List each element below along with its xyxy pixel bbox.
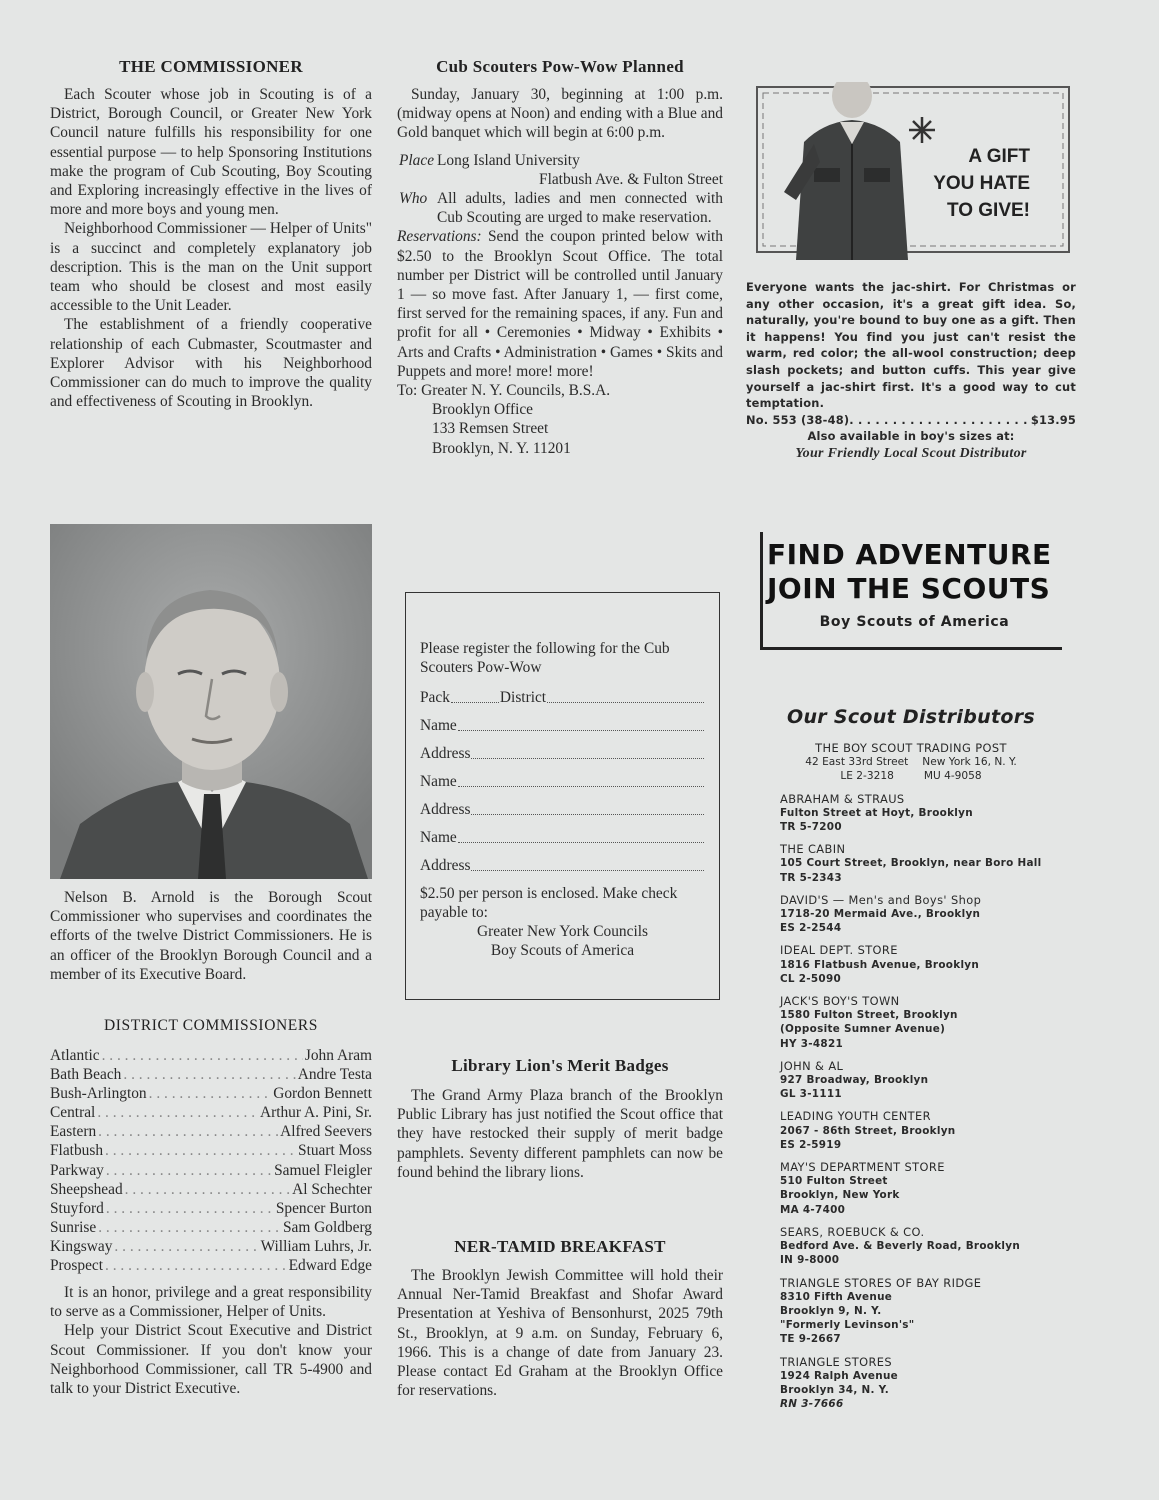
ner-tamid-article: [397, 1266, 723, 1400]
list-item: [50, 1218, 372, 1237]
distributors-list: [746, 741, 1076, 1419]
closing-paragraph: Help your District Scout Executive and District Scout Commissioner. If you don't know your Neighborhood Commissioner, call TR 5-4900 and talk to your District Executive.: [50, 1322, 372, 1398]
commissioner-name: Spencer Burton: [275, 1199, 372, 1217]
commissioner-name: Alfred Seevers: [280, 1123, 372, 1141]
ad-body: Everyone wants the jac-shirt. For Christmas or any other occasion, it's a great gift idea. So, naturally, you're bound to buy one as a gift. Then it happens! You find you just can't resist the warm, red color; the all-wool construction; deep slash pockets; and button cuffs. This year give yourself a jac-shirt first. It's a good way to cut temptation.: [746, 280, 1076, 411]
coupon-intro: Please register the following for the Cub Scouters Pow-Wow: [420, 640, 670, 676]
list-item: [746, 1355, 1076, 1412]
list-item: [50, 1180, 372, 1199]
list-item: [50, 1141, 372, 1160]
commissioner-name: Stuart Moss: [298, 1142, 372, 1160]
field-label: Name: [420, 717, 457, 734]
leader-dots: [123, 1065, 295, 1084]
place-value: [437, 151, 723, 189]
pack-label: Pack: [420, 689, 450, 706]
payee-line: Greater New York Councils: [477, 923, 648, 940]
address-field[interactable]: [420, 800, 705, 819]
powwow-article: [397, 85, 723, 458]
place-line: Long Island University: [437, 151, 580, 169]
leader-dots: [849, 412, 1031, 429]
store-name: MAY'S DEPARTMENT STORE: [780, 1160, 945, 1175]
to-label: To:: [397, 382, 418, 400]
who-row: [397, 189, 723, 227]
address-line: 133 Remsen Street: [432, 420, 549, 438]
store-line: Bedford Ave. & Beverly Road, Brooklyn: [780, 1240, 1021, 1253]
commissioner-article: [50, 85, 372, 411]
field-blank[interactable]: [471, 800, 704, 815]
district-name: Kingsway: [50, 1237, 113, 1255]
place-line: Flatbush Ave. & Fulton Street: [539, 170, 723, 188]
list-item: [746, 1225, 1076, 1268]
store-name: TRIANGLE STORES: [780, 1354, 893, 1369]
commissioner-name: Sam Goldberg: [282, 1218, 372, 1236]
ad-distributor: Your Friendly Local Scout Distributor: [795, 445, 1027, 461]
district-name: Central: [50, 1104, 96, 1122]
store-line: Brooklyn, New York: [780, 1189, 900, 1202]
list-item: [50, 1256, 372, 1275]
store-line: TE 9-2667: [780, 1333, 841, 1346]
store-line: 510 Fulton Street: [780, 1175, 888, 1188]
list-item: [746, 1059, 1076, 1102]
store-line: 1816 Flatbush Avenue, Brooklyn: [780, 958, 980, 971]
store-line: 2067 - 86th Street, Brooklyn: [780, 1124, 956, 1137]
name-field[interactable]: [420, 716, 705, 735]
commissioner-name: Edward Edge: [288, 1257, 372, 1275]
store-name: JOHN & AL: [780, 1058, 844, 1073]
district-blank[interactable]: [547, 688, 704, 703]
commissioner-name: Arthur A. Pini, Sr.: [259, 1104, 372, 1122]
headline-line: A GIFT: [968, 146, 1030, 167]
leader-dots: [102, 1046, 303, 1065]
commissioner-name: Al Schechter: [292, 1180, 372, 1198]
district-name: Stuyford: [50, 1199, 104, 1217]
list-item: [746, 943, 1076, 986]
name-field[interactable]: [420, 772, 705, 791]
commissioner-name: William Luhrs, Jr.: [260, 1237, 372, 1255]
jac-shirt-ad-copy: [746, 279, 1076, 463]
registration-coupon: [405, 592, 720, 1000]
pack-blank[interactable]: [451, 688, 499, 703]
district-name: Eastern: [50, 1123, 97, 1141]
item-number: No. 553 (38-48): [746, 412, 850, 427]
address-line: Brooklyn Office: [432, 401, 534, 419]
address-part: New York 16, N. Y.: [922, 756, 1017, 769]
payee-line: Boy Scouts of America: [490, 942, 635, 959]
ad-also-available: Also available in boy's sizes at:: [807, 429, 1015, 444]
leader-dots: [114, 1237, 258, 1256]
ad-price-row: [746, 412, 1076, 429]
jac-shirt-ad-graphic: [754, 82, 1072, 260]
powwow-intro: Sunday, January 30, beginning at 1:00 p.m. (midway opens at Noon) and ending with a Blue and Gold banquet which will begin at 6:00 p.m.: [397, 86, 723, 142]
commissioner-name: Samuel Fleigler: [274, 1161, 372, 1179]
store-line: Fulton Street at Hoyt, Brooklyn: [780, 806, 973, 819]
store-name: JACK'S BOY'S TOWN: [780, 994, 900, 1009]
field-blank[interactable]: [458, 716, 704, 731]
powwow-heading: Cub Scouters Pow-Wow Planned: [436, 57, 684, 76]
address-line: Brooklyn, N. Y. 11201: [432, 439, 571, 457]
item-price: $13.95: [1030, 412, 1076, 427]
store-line: Brooklyn 34, N. Y.: [780, 1383, 890, 1396]
pack-district-field[interactable]: [420, 688, 705, 707]
store-line: TR 5-2343: [780, 871, 842, 884]
store-line: HY 3-4821: [780, 1037, 843, 1050]
list-item: [50, 1103, 372, 1122]
payment-note: $2.50 per person is enclosed. Make check payable to:: [420, 885, 678, 921]
district-name: Bath Beach: [50, 1066, 122, 1084]
district-name: Sheepshead: [50, 1180, 123, 1198]
field-blank[interactable]: [458, 772, 704, 787]
banner-line: JOIN THE SCOUTS: [767, 572, 1051, 605]
field-label: Address: [420, 857, 471, 874]
leader-dots: [106, 1161, 272, 1180]
list-item: [50, 1084, 372, 1103]
district-name: Sunrise: [50, 1218, 97, 1236]
store-line: 105 Court Street, Brooklyn, near Boro Hall: [780, 857, 1042, 870]
store-name: TRIANGLE STORES OF BAY RIDGE: [780, 1275, 982, 1290]
commissioner-name: Andre Testa: [297, 1066, 372, 1084]
portrait-illustration: [50, 524, 372, 879]
trading-post-name: THE BOY SCOUT TRADING POST: [815, 741, 1007, 755]
field-blank[interactable]: [458, 828, 704, 843]
list-item: [746, 1160, 1076, 1217]
address-field[interactable]: [420, 744, 705, 763]
district-name: Atlantic: [50, 1047, 100, 1064]
store-line: GL 3-1111: [780, 1088, 842, 1101]
list-item: [746, 893, 1076, 936]
district-name: Bush-Arlington: [50, 1085, 147, 1103]
list-item: [50, 1237, 372, 1256]
address-part: 42 East 33rd Street: [805, 756, 909, 769]
reservations-text: Send the coupon printed below with $2.50 to the Brooklyn Scout Office. The total number per District will be controlled until January 1 — so move fast. After January 1, — first come, first served for the remaining spaces, if any. Fun and profit for all • Ceremonies • Midway • Exhibits • Arts and Crafts • Administration • Games • Skits and Puppets and more! more! more!: [397, 228, 723, 380]
list-item: [746, 792, 1076, 835]
store-name: ABRAHAM & STRAUS: [780, 791, 905, 806]
store-line: TR 5-7200: [780, 821, 842, 834]
place-label: Place: [399, 151, 435, 169]
store-line: ES 2-2544: [780, 922, 842, 935]
store-line: 1924 Ralph Avenue: [780, 1369, 898, 1382]
store-name: THE CABIN: [780, 842, 846, 857]
ner-tamid-heading: NER-TAMID BREAKFAST: [454, 1237, 666, 1256]
who-value: All adults, ladies and men connected with Cub Scouting are urged to make reservation.: [437, 190, 723, 227]
trading-post-address: [746, 755, 1076, 769]
portrait-caption: [50, 888, 372, 984]
trading-post: [746, 741, 1076, 784]
reservations-paragraph: [397, 227, 723, 381]
headline-line: YOU HATE: [933, 173, 1030, 194]
library-heading: Library Lion's Merit Badges: [451, 1056, 669, 1075]
library-paragraph: The Grand Army Plaza branch of the Brooklyn Public Library has just notified the Scout office that they have restocked their supply of merit badge pamphlets. Seventy different pamphlets can now be found behind the library lions.: [397, 1087, 723, 1181]
store-line: (Opposite Sumner Avenue): [780, 1023, 946, 1036]
list-item: [50, 1161, 372, 1180]
commissioner-heading: THE COMMISSIONER: [119, 57, 303, 76]
store-line: RN 3-7666: [780, 1398, 844, 1411]
field-label: Address: [420, 801, 471, 818]
reservations-label: Reservations:: [397, 228, 482, 246]
leader-dots: [125, 1180, 290, 1199]
store-line: Brooklyn 9, N. Y.: [780, 1304, 882, 1317]
list-item: [746, 842, 1076, 885]
store-name: LEADING YOUTH CENTER: [780, 1109, 931, 1124]
commissioner-name: Gordon Bennett: [273, 1085, 372, 1103]
district-commissioners-heading: DISTRICT COMMISSIONERS: [103, 1017, 319, 1034]
field-blank[interactable]: [471, 744, 704, 759]
store-line: MA 4-7400: [780, 1203, 846, 1216]
list-item: [746, 1109, 1076, 1152]
store-line: 927 Broadway, Brooklyn: [780, 1074, 929, 1087]
phone: MU 4-9058: [923, 770, 982, 783]
district-name: Flatbush: [50, 1142, 104, 1160]
caption-text: Nelson B. Arnold is the Borough Scout Commissioner who supervises and coordinates the efforts of the twelve District Commissioners. He is an officer of the Brooklyn Borough Council and a member of its Executive Board.: [50, 889, 372, 983]
store-line: 1580 Fulton Street, Brooklyn: [780, 1009, 958, 1022]
trading-post-phones: [746, 769, 1076, 783]
list-item: [50, 1046, 372, 1065]
store-line: 8310 Fifth Avenue: [780, 1290, 893, 1303]
address-line-text: Greater N. Y. Councils, B.S.A.: [421, 382, 611, 400]
store-name: IDEAL DEPT. STORE: [780, 943, 898, 958]
store-line: IN 9-8000: [780, 1254, 840, 1267]
field-label: Name: [420, 829, 457, 846]
field-label: Address: [420, 745, 471, 762]
who-label: Who: [399, 190, 428, 208]
distributors-heading: Our Scout Distributors: [787, 706, 1035, 728]
list-item: [50, 1122, 372, 1141]
list-item: [746, 994, 1076, 1051]
list-item: [746, 1276, 1076, 1347]
leader-dots: [98, 1122, 278, 1141]
leader-dots: [149, 1084, 272, 1103]
list-item: [50, 1199, 372, 1218]
commissioner-closing: [50, 1283, 372, 1398]
field-blank[interactable]: [471, 856, 704, 871]
store-line: "Formerly Levinson's": [780, 1319, 915, 1332]
list-item: [50, 1065, 372, 1084]
district-commissioners-list: [50, 1046, 372, 1275]
store-name: DAVID'S — Men's and Boys' Shop: [780, 892, 982, 907]
banner-line: FIND ADVENTURE: [767, 538, 1052, 571]
ner-tamid-paragraph: The Brooklyn Jewish Committee will hold their Annual Ner-Tamid Breakfast and Shofar Award Presentation at Yeshiva of Bensonhurst, 2025 79th St., Brooklyn, at 9 a.m. on Sunday, February 6, 1966. This is a change of date from January 23. Please contact Ed Graham at the Brooklyn Office for reservations.: [397, 1267, 723, 1400]
mailing-address: [397, 381, 723, 458]
address-line: [397, 381, 723, 400]
leader-dots: [106, 1199, 274, 1218]
phone: LE 2-3218: [840, 770, 894, 783]
district-label: District: [499, 689, 547, 706]
place-row: [397, 151, 723, 189]
name-field[interactable]: [420, 828, 705, 847]
store-line: 1718-20 Mermaid Ave., Brooklyn: [780, 908, 981, 921]
ad-headline: [890, 143, 1030, 224]
store-line: ES 2-5919: [780, 1138, 842, 1151]
commissioner-portrait-photo: [50, 524, 372, 879]
district-name: Prospect: [50, 1257, 104, 1275]
store-line: CL 2-5090: [780, 972, 842, 985]
commissioner-paragraph: Neighborhood Commissioner — Helper of Units" is a succinct and completely explanatory job description. This is the man on the Unit support team who should be closest and most easily accessible to the Unit Leader.: [50, 220, 372, 315]
store-name: SEARS, ROEBUCK & CO.: [780, 1224, 925, 1239]
leader-dots: [105, 1256, 287, 1275]
banner-subtitle: Boy Scouts of America: [819, 614, 1010, 630]
commissioner-name: John Aram: [304, 1047, 372, 1064]
leader-dots: [97, 1103, 258, 1122]
closing-paragraph: It is an honor, privilege and a great responsibility to serve as a Commissioner, Helper of Units.: [50, 1284, 372, 1321]
find-adventure-banner: [760, 532, 1062, 650]
leader-dots: [105, 1141, 296, 1160]
commissioner-paragraph: Each Scouter whose job in Scouting is of a District, Borough Council, or Greater New York Council nature fulfills his responsibility for one essential purpose — to help Sponsoring Institutions make the program of Cub Scouting, Boy Scouting and Exploring increasingly effective in the lives of more and more boys and young men.: [50, 86, 372, 219]
headline-line: TO GIVE!: [946, 200, 1030, 221]
commissioner-paragraph: The establishment of a friendly cooperative relationship of each Cubmaster, Scoutmaster and Explorer Advisor with his Neighborhood Commissioner can do much to improve the quality and effectiveness of Scouting in Brooklyn.: [50, 316, 372, 411]
address-field[interactable]: [420, 856, 705, 875]
field-label: Name: [420, 773, 457, 790]
library-article: [397, 1086, 723, 1182]
district-name: Parkway: [50, 1161, 104, 1179]
leader-dots: [98, 1218, 281, 1237]
